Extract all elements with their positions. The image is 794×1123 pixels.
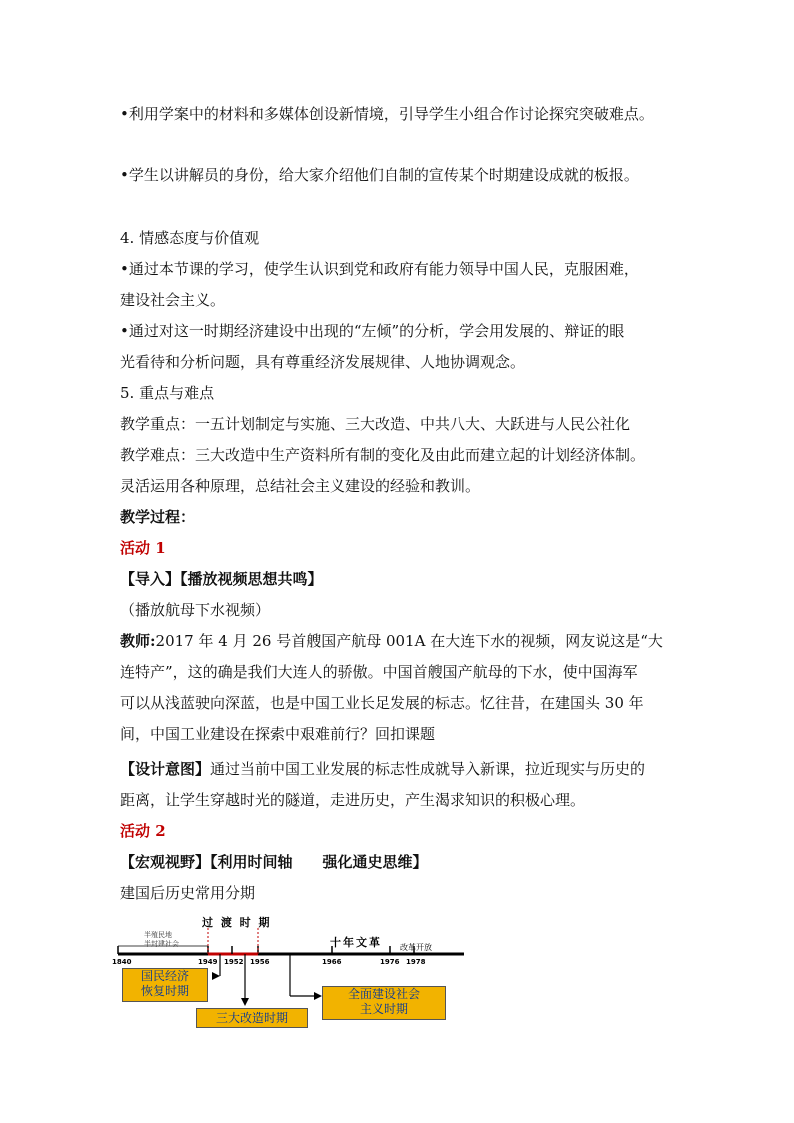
tick-label: 1952	[224, 958, 244, 966]
three-reforms-period-box	[196, 1008, 308, 1028]
text-line: 建设社会主义。	[120, 291, 226, 309]
text-line: •通过本节课的学习，使学生认识到党和政府有能力领导中国人民，克服困难，	[120, 260, 639, 278]
teacher-label: 教师:	[120, 632, 156, 650]
reform-label: 改革开放	[400, 943, 432, 952]
left-note-1: 半殖民地	[144, 931, 172, 939]
construction-period-box	[322, 986, 446, 1020]
text-line: 连特产”，这的确是我们大连人的骄傲。中国首艘国产航母的下水，使中国海军	[120, 663, 638, 681]
tick-label: 1966	[322, 958, 342, 966]
tick-label: 1978	[406, 958, 426, 966]
text-line: •学生以讲解员的身份，给大家介绍他们自制的宣传某个时期建设成就的板报。	[120, 166, 639, 184]
history-timeline-figure	[112, 910, 472, 1032]
design-intent-text: 通过当前中国工业发展的标志性成就导入新课，拉近现实与历史的	[210, 760, 646, 778]
activity-1-heading: 活动 1	[120, 539, 166, 557]
tick-label: 1976	[380, 958, 400, 966]
recovery-box-line-2: 恢复时期	[140, 984, 189, 998]
text-line: 间，中国工业建设在探索中艰难前行？回扣课题	[120, 725, 436, 743]
arrow-construction-head	[314, 992, 322, 1000]
construction-box-line-2: 主义时期	[359, 1002, 408, 1016]
text-line: （播放航母下水视频）	[120, 601, 271, 619]
text-line: •通过对这一时期经济建设中出现的“左倾”的分析，学会用发展的、辩证的眼	[120, 322, 625, 340]
text-line: 距离，让学生穿越时光的隧道，走进历史，产生渴求知识的积极心理。	[120, 791, 586, 809]
activity-2-title: 【宏观视野】【利用时间轴 强化通史思维】	[120, 853, 428, 871]
section-heading: 5. 重点与难点	[120, 384, 215, 402]
text-line: 可以从浅蓝驶向深蓝，也是中国工业长足发展的标志。忆往昔，在建国头 30 年	[120, 694, 644, 712]
process-heading: 教学过程：	[120, 508, 196, 526]
section-heading: 4. 情感态度与价值观	[120, 229, 260, 247]
cultural-revolution-label: 十年文革	[330, 936, 382, 949]
recovery-period-box	[122, 968, 208, 1002]
text-line: 光看待和分析问题，具有尊重经济发展规律、人地协调观念。	[120, 353, 526, 371]
design-intent-label: 【设计意图】	[120, 760, 211, 778]
three-reforms-box-text: 三大改造时期	[215, 1011, 288, 1025]
left-note-2: 半封建社会	[144, 940, 179, 948]
transition-label: 过 渡 时 期	[202, 916, 272, 929]
arrow-reforms-head	[241, 998, 249, 1006]
text-line: 灵活运用各种原理，总结社会主义建设的经验和教训。	[120, 477, 481, 495]
design-intent-line	[120, 759, 700, 779]
activity-1-title: 【导入】【播放视频思想共鸣】	[120, 570, 323, 588]
text-line: 建国后历史常用分期	[120, 884, 256, 902]
text-line: 教学重点：一五计划制定与实施、三大改造、中共八大、大跃进与人民公社化	[120, 415, 631, 433]
text-line: •利用学案中的材料和多媒体创设新情境，引导学生小组合作讨论探究突破难点。	[120, 105, 654, 123]
recovery-box-line-1: 国民经济	[140, 969, 189, 983]
teacher-paragraph-line	[120, 631, 700, 651]
text-line: 教学难点：三大改造中生产资料所有制的变化及由此而建立起的计划经济体制。	[120, 446, 646, 464]
construction-box-line-1: 全面建设社会	[347, 987, 420, 1001]
activity-2-heading: 活动 2	[120, 822, 166, 840]
tick-label: 1949	[198, 958, 218, 966]
tick-label: 1840	[112, 958, 132, 966]
tick-label: 1956	[250, 958, 270, 966]
teacher-text: 2017 年 4 月 26 号首艘国产航母 001A 在大连下水的视频，网友说这是“大	[155, 632, 663, 650]
arrow-recovery-head	[212, 972, 220, 980]
